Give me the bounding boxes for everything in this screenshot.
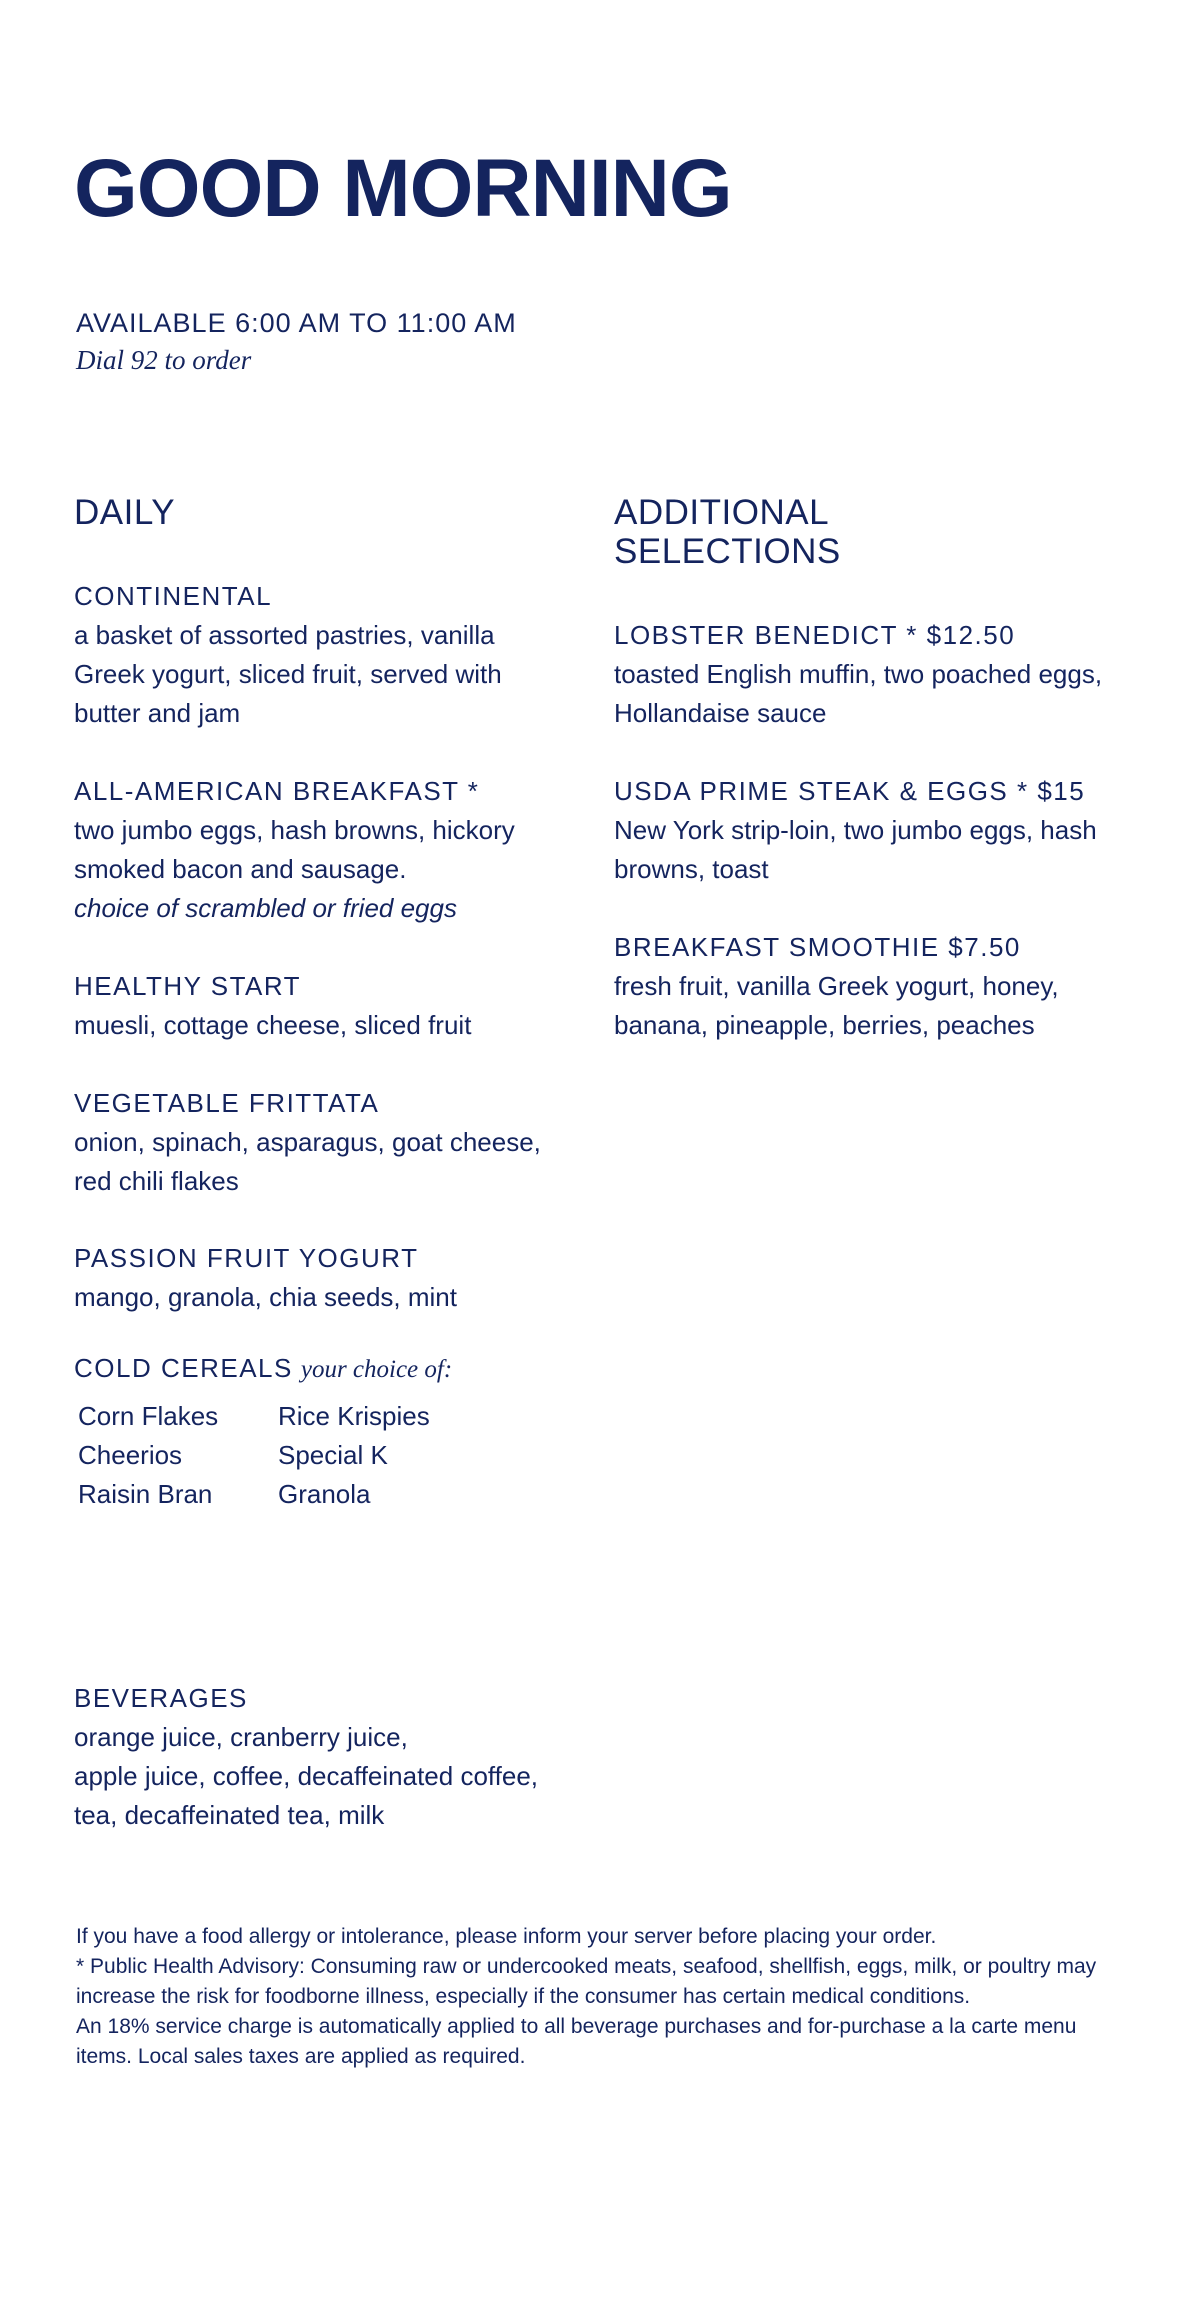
cold-cereals-heading (74, 1353, 452, 1384)
menu-item-continental (74, 578, 574, 733)
additional-heading (614, 494, 914, 571)
menu-item-breakfast-smoothie (614, 929, 1154, 1045)
additional-heading-line: SELECTIONS (614, 531, 841, 571)
menu-item-all-american (74, 773, 574, 928)
item-desc-line: butter and jam (74, 697, 241, 728)
menu-item-passion-fruit-yogurt (74, 1240, 574, 1317)
item-name: VEGETABLE FRITTATA (74, 1088, 380, 1118)
item-desc-line: muesli, cottage cheese, sliced fruit (74, 1009, 472, 1040)
cold-cereals-subheading: your choice of: (300, 1356, 453, 1383)
beverage-line: tea, decaffeinated tea, milk (74, 1799, 385, 1830)
item-desc-line: smoked bacon and sausage. (74, 853, 407, 884)
service-charge-notice: An 18% service charge is automatically applied to all beverage purchases and for-purchase a la carte menu items. Local sales taxes are applied as required. (76, 2015, 1077, 2068)
item-desc-line: toasted English muffin, two poached eggs, (614, 658, 1103, 689)
cereal-option: Granola (278, 1479, 371, 1509)
menu-section-beverages (74, 1680, 674, 1835)
item-desc-line: fresh fruit, vanilla Greek yogurt, honey, (614, 970, 1059, 1001)
cereal-option: Rice Krispies (278, 1401, 430, 1431)
item-desc-line: two jumbo eggs, hash browns, hickory (74, 814, 515, 845)
availability-hours: AVAILABLE 6:00 AM TO 11:00 AM (76, 308, 517, 338)
cereal-option: Corn Flakes (78, 1401, 219, 1431)
item-name: ALL-AMERICAN BREAKFAST * (74, 776, 480, 806)
cold-cereals-title: COLD CEREALS (74, 1353, 293, 1383)
item-desc-line: New York strip-loin, two jumbo eggs, hash (614, 814, 1097, 845)
beverage-line: orange juice, cranberry juice, (74, 1721, 408, 1752)
menu-item-lobster-benedict (614, 617, 1154, 733)
item-name: HEALTHY START (74, 971, 302, 1001)
menu-item-vegetable-frittata (74, 1085, 574, 1201)
cereal-option: Cheerios (78, 1440, 183, 1470)
item-desc-line: a basket of assorted pastries, vanilla (74, 619, 495, 650)
cereal-options (78, 1397, 478, 1514)
cereal-option: Raisin Bran (78, 1479, 213, 1509)
item-desc-line: browns, toast (614, 853, 769, 884)
item-desc-line: Hollandaise sauce (614, 697, 827, 728)
health-advisory: * Public Health Advisory: Consuming raw or undercooked meats, seafood, shellfish, eggs, milk, or poultry may increase the risk for foodborne illness, especially if the consumer has certain medical conditions. (76, 1955, 1097, 2008)
menu-item-steak-eggs (614, 773, 1154, 889)
item-name: LOBSTER BENEDICT * $12.50 (614, 620, 1016, 650)
beverages-heading: BEVERAGES (74, 1683, 248, 1713)
page-title: GOOD MORNING (74, 143, 732, 234)
footer-notes (76, 1922, 1116, 2072)
menu-item-healthy-start (74, 968, 574, 1045)
beverage-line: apple juice, coffee, decaffeinated coffee, (74, 1760, 539, 1791)
item-name: BREAKFAST SMOOTHIE $7.50 (614, 932, 1021, 962)
item-desc-line: banana, pineapple, berries, peaches (614, 1009, 1035, 1040)
daily-heading: DAILY (74, 493, 176, 532)
item-note: choice of scrambled or fried eggs (74, 892, 457, 923)
item-desc-line: mango, granola, chia seeds, mint (74, 1281, 457, 1312)
item-desc-line: onion, spinach, asparagus, goat cheese, (74, 1126, 541, 1157)
cereal-option: Special K (278, 1440, 388, 1470)
item-desc-line: red chili flakes (74, 1165, 239, 1196)
item-name: PASSION FRUIT YOGURT (74, 1243, 419, 1273)
allergy-notice: If you have a food allergy or intolerance, please inform your server before placing your order. (76, 1925, 937, 1948)
item-name: CONTINENTAL (74, 581, 273, 611)
item-name: USDA PRIME STEAK & EGGS * $15 (614, 776, 1086, 806)
item-desc-line: Greek yogurt, sliced fruit, served with (74, 658, 502, 689)
dial-instruction: Dial 92 to order (76, 345, 252, 375)
additional-heading-line: ADDITIONAL (614, 493, 830, 532)
